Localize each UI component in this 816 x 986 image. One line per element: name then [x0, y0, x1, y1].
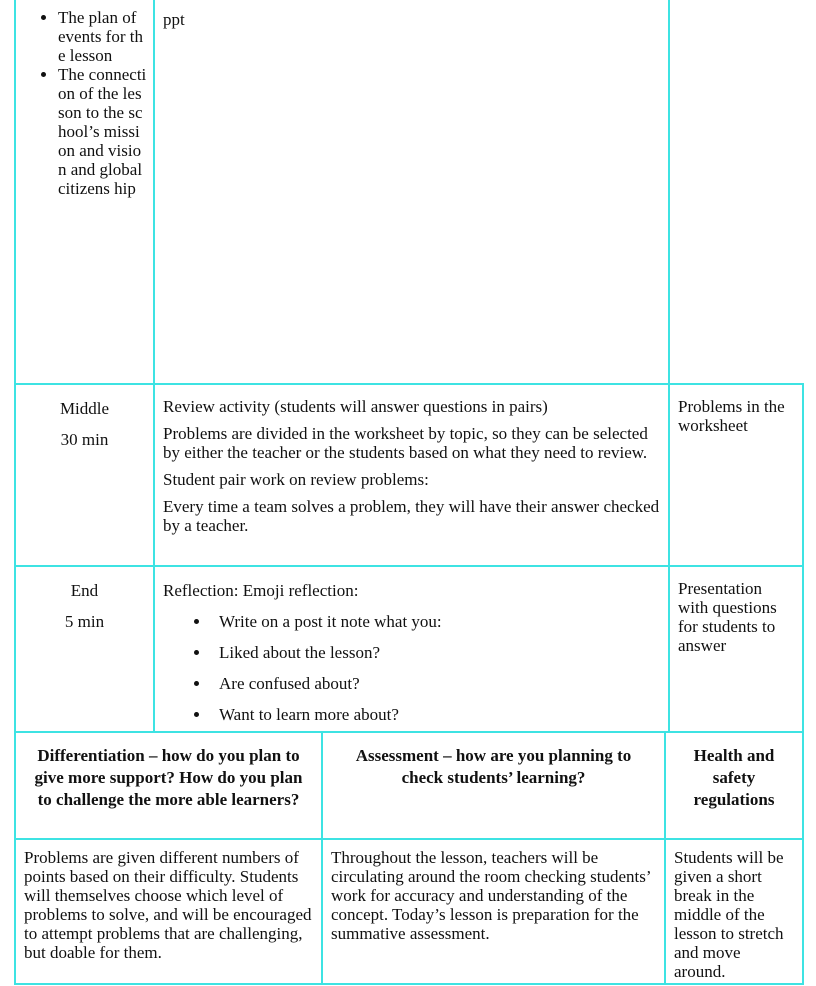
activity-text: Review activity (students will answer questions in pairs): [163, 397, 548, 416]
bullet-item: • Want to learn more about?: [211, 705, 660, 724]
stage-time: 5 min: [64, 612, 105, 631]
activity-text: Student pair work on review problems:: [163, 470, 429, 489]
bullet-item: • The plan of events for the lesson: [58, 8, 147, 65]
assessment-content: Throughout the lesson, teachers will be circulating around the room checking students’ work for accuracy and understanding of the concept. Today’s lesson is preparation for the summative assessment.: [321, 838, 666, 985]
bullet-item: • Liked about the lesson?: [211, 643, 660, 662]
resource-text: Problems in the worksheet: [678, 397, 785, 435]
end-resources-cell: [668, 565, 804, 733]
bullet-item: • The connecti on of the lesson to the school’s mission and vision and global citizens hip: [58, 65, 147, 198]
health-safety-header: Health and safety regulations: [664, 731, 804, 840]
top-resources-cell: [153, 0, 670, 385]
middle-stage-cell: [14, 383, 155, 567]
end-stage-cell: [14, 565, 155, 733]
assessment-header: Assessment – how are you planning to check students’ learning?: [321, 731, 666, 840]
stage-label: End: [70, 581, 99, 600]
top-stage-cell: [14, 0, 155, 385]
differentiation-content: Problems are given different numbers of points based on their difficulty. Students will themselves choose which level of problems to solve, and will be encouraged to attempt problems that are challenging, but doable for them.: [14, 838, 323, 985]
activity-text: Problems are divided in the worksheet by topic, so they can be selected by either the teacher or the students based on what they need to review.: [163, 424, 648, 462]
resource-text: ppt: [163, 10, 185, 29]
middle-activity-cell: [153, 383, 670, 567]
resource-text: Presentation with questions for students to answer: [678, 579, 777, 655]
end-activity-cell: [153, 565, 670, 733]
bullet-item: • Write on a post it note what you:: [211, 612, 660, 631]
stage-time: 30 min: [60, 430, 109, 449]
stage-label: Middle: [59, 399, 110, 418]
bullet-item: • Are confused about?: [211, 674, 660, 693]
middle-resources-cell: [668, 383, 804, 567]
health-safety-content: Students will be given a short break in the middle of the lesson to stretch and move around.: [664, 838, 804, 985]
differentiation-header: Differentiation – how do you plan to give more support? How do you plan to challenge the more able learners?: [14, 731, 323, 840]
activity-text: Reflection: Emoji reflection:: [163, 581, 359, 600]
activity-text: Every time a team solves a problem, they will have their answer checked by a teacher.: [163, 497, 660, 535]
